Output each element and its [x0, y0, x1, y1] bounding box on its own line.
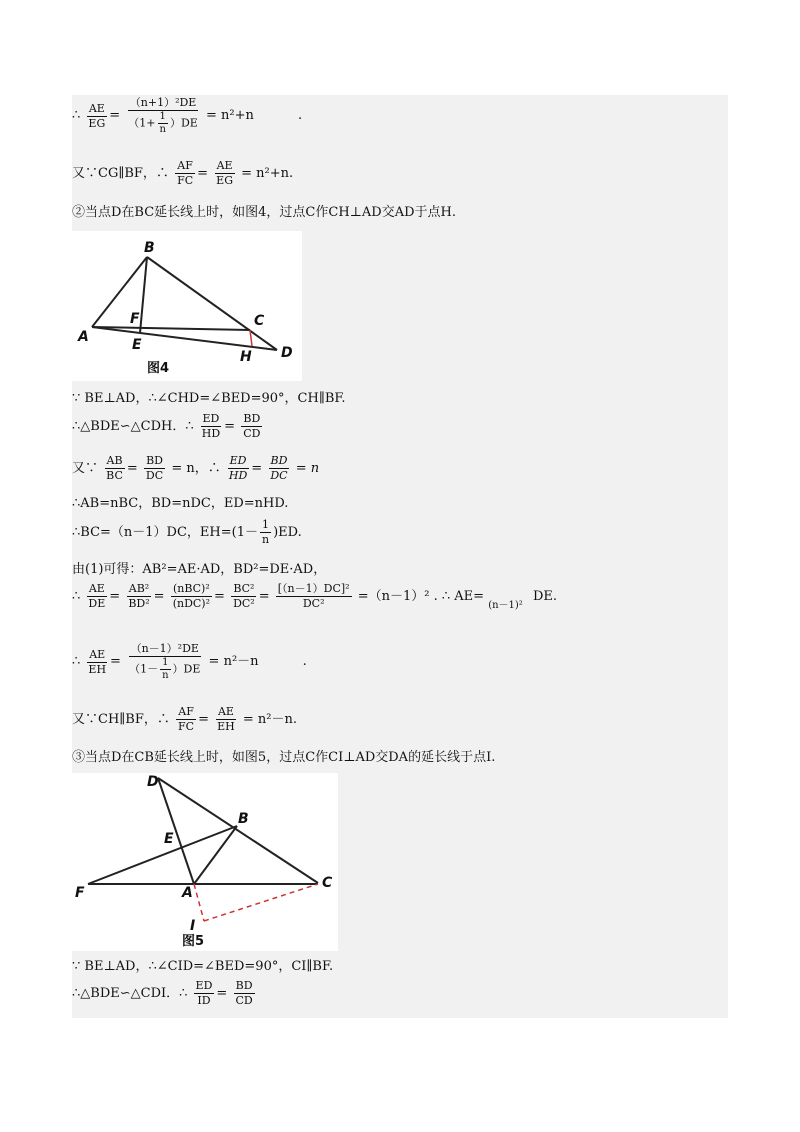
- case2-intro: ②当点D在BC延长线上时，如图4，过点C作CH⊥AD交AD于点H.: [72, 205, 456, 220]
- text-line: ∴AB=nBC，BD=nDC，ED=nHD.: [72, 496, 289, 511]
- label-e: E: [164, 831, 174, 847]
- figure-4: [72, 231, 302, 381]
- segment-ai: [194, 884, 204, 921]
- label-a: A: [78, 329, 89, 345]
- case3-intro: ③当点D在CB延长线上时，如图5，过点C作CI⊥AD交DA的延长线于点I.: [72, 750, 496, 765]
- label-d: D: [147, 774, 159, 790]
- figure-caption: 图4: [147, 361, 170, 376]
- fraction: (nBC)² (nDC)²: [172, 582, 211, 610]
- equation-similar-bde-cdi: ∴△BDE∽△CDI．∴ $\frac{ED}{ID}$ = $\frac{BD}{CD}$: [72, 979, 253, 1007]
- fraction: $\frac{1}{n}$: [261, 518, 270, 546]
- label-d: D: [281, 345, 293, 361]
- label-e: E: [132, 337, 142, 353]
- label-b: B: [238, 811, 249, 827]
- fraction: （n－1）²DE （1－ $\frac{1}{n}$ ）DE: [129, 642, 201, 681]
- equation-ae-de: ∴ $\frac{AE}{DE}$ = $\frac{\text{AB²}}{\text{BD²}}$ = (nBC)² (nDC)² = $\frac{\text{BC²}}{\text{DC²}}$ = $\frac{\text{[（n－1）DC]²}}{\text{DC²}}$ =（n－1）² . ∴ AE= (n－1)² DE.: [72, 582, 558, 611]
- text-line: 由(1)可得：AB²=AE·AD，BD²=DE·AD，: [72, 562, 327, 577]
- label-c: C: [322, 875, 333, 891]
- equation-ae-eg: ∴ $\frac{AE}{EG}$ = （n+1）²DE （1+ $\frac{1}{n}$ ）DE = n²+n .: [72, 96, 303, 135]
- fraction: $\frac{1}{n}$: [159, 111, 166, 135]
- label-f: F: [75, 885, 85, 901]
- label-f: F: [130, 311, 140, 327]
- fraction: $\frac{AF}{FC}$: [178, 705, 195, 733]
- segment-be: [140, 257, 147, 333]
- label-c: C: [254, 313, 265, 329]
- fraction: $\frac{AE}{DE}$: [88, 582, 106, 610]
- label-a: A: [182, 885, 193, 901]
- fraction: （n+1）²DE （1+ $\frac{1}{n}$ ）DE: [128, 96, 198, 135]
- fraction: $\frac{AE}{EH}$: [88, 647, 107, 676]
- text-line: ∵ BE⊥AD，∴∠CID=∠BED=90°，CI∥BF.: [72, 959, 334, 974]
- segment-dc: [158, 778, 318, 883]
- label-h: H: [240, 349, 252, 365]
- fraction: $\frac{BD}{DC}$: [270, 454, 288, 482]
- fraction: $\frac{ED}{HD}$: [228, 454, 248, 482]
- equation-ae-eh: ∴ $\frac{AE}{EH}$ = （n－1）²DE （1－ $\frac{1}{n}$ ）DE = n²－n .: [72, 642, 307, 681]
- segment-ic: [204, 884, 318, 921]
- equation-bc-eh: ∴BC=（n－1）DC，EH=(1－ $\frac{1}{n}$ )ED.: [72, 518, 302, 546]
- fraction: $\frac{AE}{EH}$: [217, 705, 235, 733]
- fraction: $\frac{AF}{FC}$: [177, 159, 194, 187]
- text-line: ∵ BE⊥AD，∴∠CHD=∠BED=90°，CH∥BF.: [72, 391, 346, 406]
- fraction: $\frac{\text{BC²}}{\text{DC²}}$: [233, 582, 255, 610]
- label-b: B: [144, 240, 155, 256]
- fraction: $\frac{ED}{ID}$: [195, 979, 213, 1007]
- fraction: $\frac{ED}{HD}$: [201, 412, 221, 440]
- fraction: $\frac{AE}{EG}$: [216, 159, 233, 187]
- equation-ratio-n: 又∵ $\frac{AB}{BC}$ = $\frac{BD}{DC}$ = n，∴ $\frac{ED}{HD}$ = $\frac{BD}{DC}$ = n: [72, 454, 320, 482]
- fraction: $\frac{\text{[（n－1）DC]²}}{\text{DC²}}$: [277, 582, 350, 610]
- fraction: $\frac{BD}{CD}$: [243, 412, 261, 440]
- fraction: $\frac{BD}{CD}$: [235, 979, 253, 1007]
- equation-af-fc-2: 又∵CH∥BF，∴ $\frac{AF}{FC}$ = $\frac{AE}{EH}$ = n²－n.: [72, 705, 298, 733]
- equation-similar-bde-cdh: ∴△BDE∽△CDH．∴ $\frac{ED}{HD}$ = $\frac{BD}{CD}$: [72, 412, 261, 440]
- document-page: [72, 95, 728, 1018]
- fraction: $\frac{BD}{DC}$: [145, 454, 164, 482]
- fraction: $\frac{\text{AB²}}{\text{BD²}}$: [128, 582, 150, 610]
- figure-caption: 图5: [182, 934, 205, 949]
- equation-af-fc: 又∵CG∥BF，∴ $\frac{AF}{FC}$ = $\frac{AE}{EG}$ = n²+n.: [72, 159, 294, 187]
- label-i: I: [190, 918, 196, 934]
- fraction: $\frac{AE}{EG}$: [88, 101, 106, 130]
- fraction: $\frac{AB}{BC}$: [106, 454, 123, 482]
- figure-5: [72, 773, 338, 951]
- fraction: $\frac{1}{n}$: [162, 657, 169, 681]
